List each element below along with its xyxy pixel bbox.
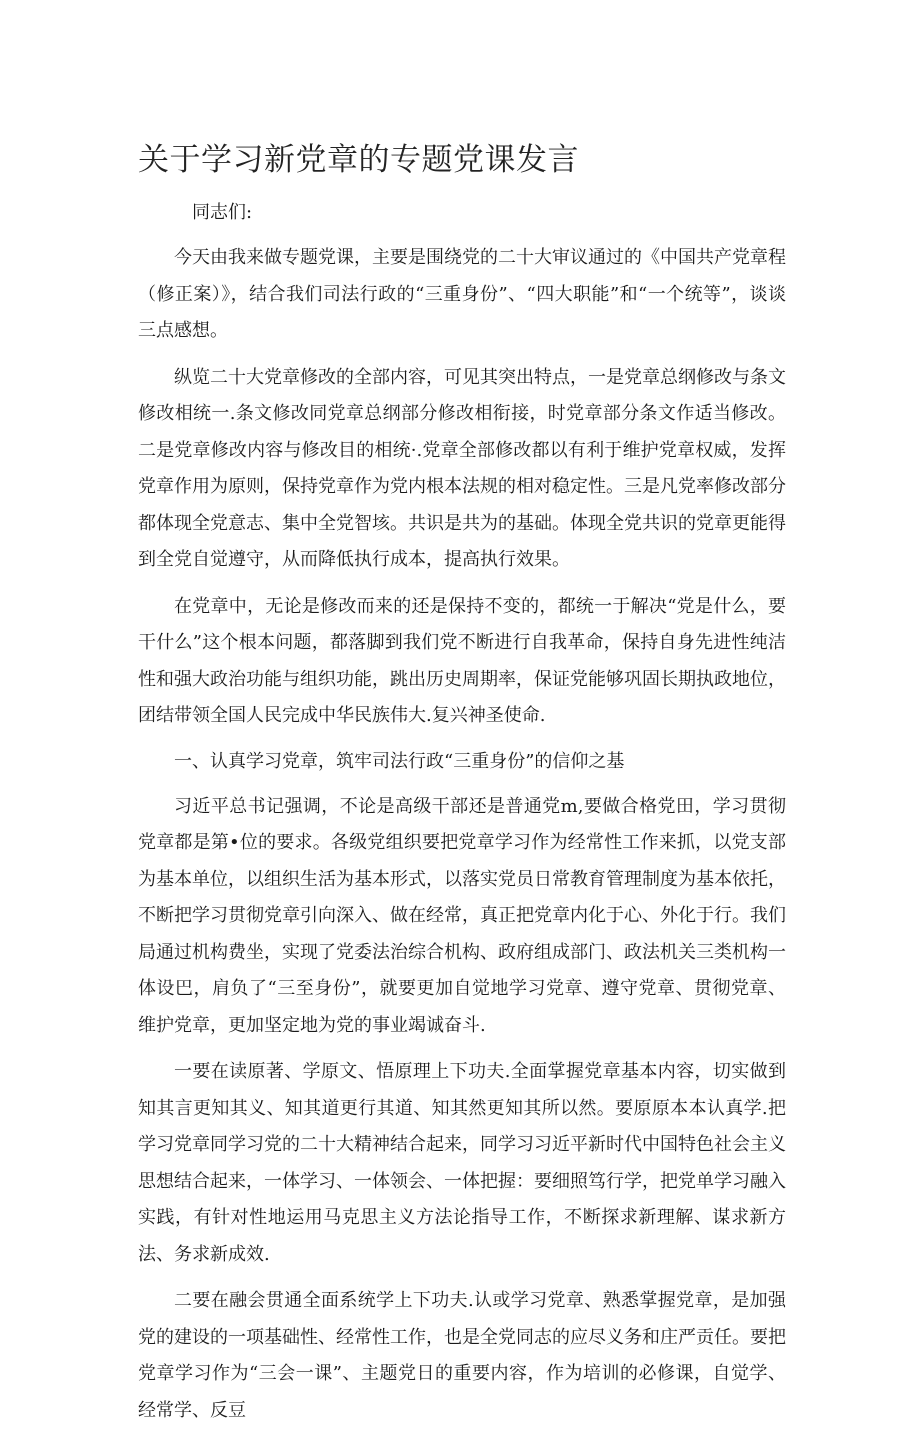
paragraph-overview: 纵览二十大党章修改的全部内容，可见其突出特点，一是党章总纲修改与条文修改相统一.条文修改同党章总纲部分修改相衔接，时党章部分条文作适当修改。二是党章修改内容与修改目的相统·.党章全部修改都以有利于维护党章权威，发挥党章作用为原则，保持党章作为党内根本法规的相对稳定性。三是凡党率修改部分都体现全党意志、集中全党智垓。共识是共为的基础。体现全党共识的党章更能得到全党自觉遵守，从而降低执行成本，提高执行效果。 <box>138 366 786 570</box>
paragraph-point-two: 二要在融会贯通全面系统学上下功夫.认或学习党章、熟悉掌握党章，是加强党的建设的一项基础性、经常性工作，也是全党同志的应尽义务和庄严贡任。要把党章学习作为“三会一课”、主题党日的重要内容，作为培训的必修课，自觉学、经常学、反豆 <box>138 1290 786 1421</box>
paragraph-instruction: 习近平总书记强调，不论是高级干部还是普通党m,要做合格党田，学习贯彻党章都是第•位的要求。各级党组织要把党章学习作为经常性工作来抓，以党支部为基本单位，以组织生活为基本形式，以落实党员日常教育管理制度为基本依托，不断把学习贯彻党章引向深入、做在经常，真正把党章内化于心、外化于行。我们局通过机构费坐，实现了党委法治综合机构、政府组成部门、政法机关三类机构一体设巴，肩负了“三至身份”，就要更加自觉地学习党章、遵守党章、贯彻党章、维护党章，更加坚定地为党的事业竭诚奋斗. <box>138 795 786 1036</box>
section-heading: 一、认真学习党章，筑牢司法行政“三重身份”的信仰之基 <box>174 750 625 772</box>
paragraph-point-one: 一要在读原著、学原文、悟原理上下功夫.全面掌握党章基本内容，切实做到知其言更知其义、知其道更行其道、知其然更知其所以然。要原原本本认真学.把学习党章同学习党的二十大精神结合起来，同学习习近平新时代中国特色社会主义思想结合起来，一体学习、一体领会、一体把握：要细照笃行学，把党单学习融入实践，有针对性地运用马克思主义方法论指导工作，不断探求新理解、谋求新方法、务求新成效. <box>138 1061 786 1265</box>
paragraph-intro: 今天由我来做专题党课，主要是围绕党的二十大审议通过的《中国共产党章程（修正案）》，结合我们司法行政的“三重身份”、“四大职能”和“一个统等”，谈谈三点感想。 <box>138 247 786 341</box>
greeting: 同志们: <box>192 202 253 223</box>
document-page <box>138 138 786 1439</box>
paragraph-unity: 在党章中，无论是修改而来的还是保持不变的，都统一于解决“党是什么，要干什么”这个根本问题，都落脚到我们党不断进行自我革命，保持自身先进性纯洁性和强大政治功能与组织功能，跳出历史周期率，保证党能够巩固长期执政地位，团结带领全国人民完成中华民族伟大.复兴神圣使命. <box>138 595 786 726</box>
document-title: 关于学习新党章的专题党课发言 <box>138 142 579 178</box>
